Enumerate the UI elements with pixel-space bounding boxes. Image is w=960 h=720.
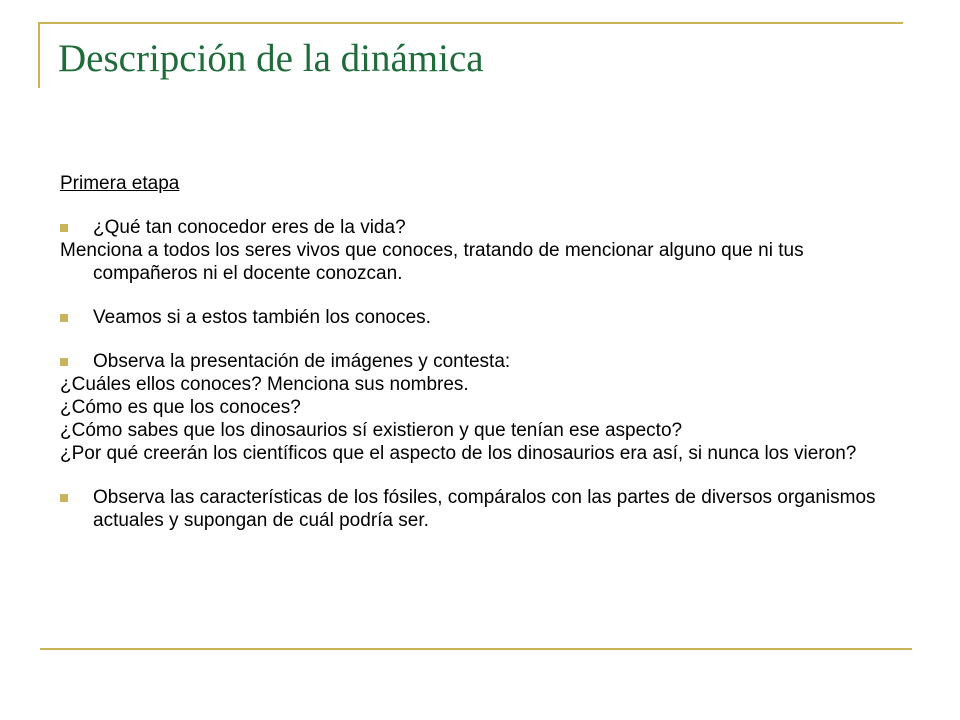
bullet-text: Veamos si a estos también los conoces. — [93, 307, 431, 328]
slide-title: Descripción de la dinámica — [58, 37, 484, 80]
top-divider — [40, 22, 903, 24]
bottom-divider — [40, 648, 912, 650]
question-line: ¿Cuáles ellos conoces? Menciona sus nombres. — [60, 374, 469, 395]
left-divider — [38, 22, 40, 88]
bullet-text: Observa la presentación de imágenes y contesta: — [93, 351, 511, 372]
bullet-item — [60, 486, 910, 532]
bullet-text: ¿Qué tan conocedor eres de la vida? — [93, 217, 406, 238]
bullet-item — [60, 306, 910, 329]
square-bullet-icon — [60, 494, 68, 502]
square-bullet-icon — [60, 358, 68, 366]
body-paragraph: Menciona a todos los seres vivos que conoces, tratando de mencionar alguno que ni tus compañeros ni el docente conozcan. — [60, 240, 804, 284]
question-line: ¿Por qué creerán los científicos que el aspecto de los dinosaurios era así, si nunca los vieron? — [60, 443, 857, 464]
square-bullet-icon — [60, 224, 68, 232]
stage-heading: Primera etapa — [60, 173, 180, 194]
question-line: ¿Cómo es que los conoces? — [60, 397, 301, 418]
bullet-text: Observa las características de los fósiles, compáralos con las partes de diversos organismos actuales y supongan de cuál podría ser. — [93, 487, 876, 531]
square-bullet-icon — [60, 314, 68, 322]
bullet-item — [60, 350, 910, 373]
slide-body — [60, 172, 910, 532]
question-line: ¿Cómo sabes que los dinosaurios sí existieron y que tenían ese aspecto? — [60, 420, 683, 441]
bullet-item — [60, 216, 910, 239]
